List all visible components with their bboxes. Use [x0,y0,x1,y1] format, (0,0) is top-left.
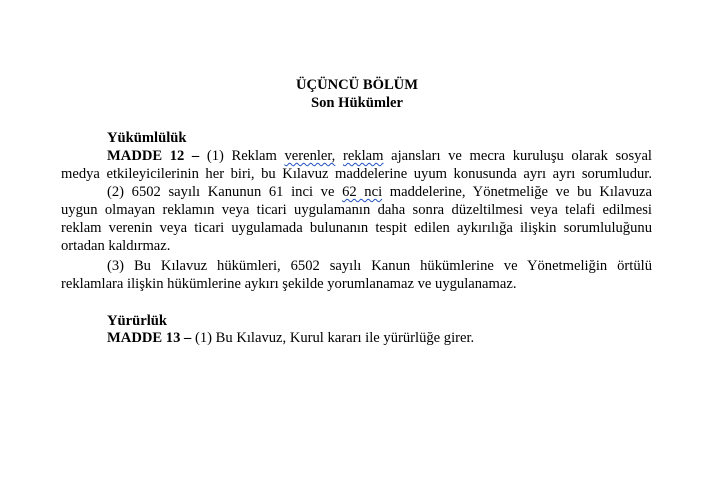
article-13-label: MADDE 13 – [107,330,192,346]
section-title: ÜÇÜNCÜ BÖLÜM [295,77,419,93]
article-12-para-2-line-2: uygun olmayan reklamın veya ticari uygulamanın daha sonra düzeltilmesi veya telafi edilmesi [61,202,652,218]
spellcheck-word: reklam [342,148,384,164]
article-12-para-2-line-4: ortadan kaldırmaz. [61,238,171,254]
article-12-label: MADDE 12 – [107,148,200,164]
article-12-para-1-line-1: MADDE 12 – (1) Reklam verenler, reklam ajansları ve mecra kuruluşu olarak sosyal [107,148,652,164]
section-subtitle: Son Hükümler [310,95,404,111]
spellcheck-word: 62 nci [342,184,383,200]
article-12-para-2-line-3: reklam verenin veya ticari uygulamada bulunanın tespit edilen aykırılığa ilişkin sorumluluğunu [61,220,652,236]
article-13-para-1: MADDE 13 – (1) Bu Kılavuz, Kurul kararı ile yürürlüğe girer. [107,330,475,346]
article-12-para-1-line-2: medya etkileyicilerinin her biri, bu Kılavuz maddelerine uyum konusunda ayrı ayrı sorumludur. [61,166,652,182]
enforcement-heading: Yürürlük [107,313,168,329]
article-12-para-3-line-2: reklamlara ilişkin hükümlerine aykırı şekilde yorumlanamaz ve uygulanamaz. [61,276,517,292]
article-12-para-2-line-1: (2) 6502 sayılı Kanunun 61 inci ve 62 nci maddelerine, Yönetmeliğe ve bu Kılavuza [107,184,652,200]
obligation-heading: Yükümlülük [107,130,187,146]
article-12-para-3-line-1: (3) Bu Kılavuz hükümleri, 6502 sayılı Kanun hükümlerine ve Yönetmeliğin örtülü [107,258,652,274]
spellcheck-word: verenler, [284,148,336,164]
